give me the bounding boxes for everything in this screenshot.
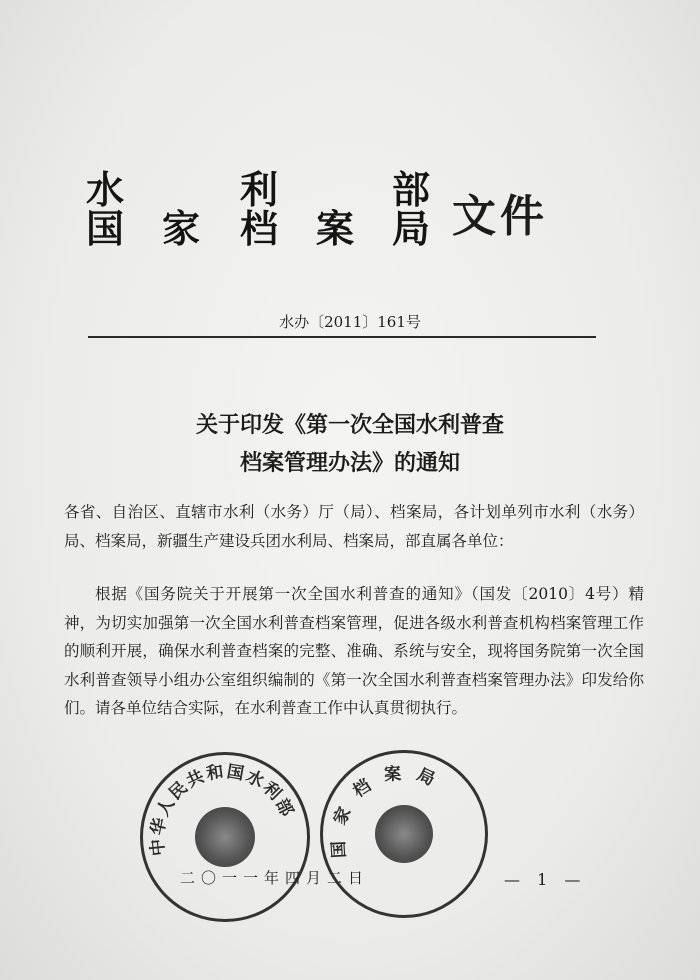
document-number: 水办〔2011〕161号 — [279, 313, 421, 331]
header-char: 案 — [316, 206, 355, 251]
title-line-1: 关于印发《第一次全国水利普查 — [195, 412, 504, 438]
seal-text-arc — [323, 753, 485, 915]
header-divider — [88, 336, 596, 338]
header-char: 局 — [392, 206, 431, 251]
header-char: 水 — [86, 167, 125, 212]
body-paragraph: 根据《国务院关于开展第一次全国水利普查的通知》（国发〔2010〕4号）精神，为切实加强第一次全国水利普查档案管理，促进各级水利普查机构档案管理工作的顺利开展，确保水利普查档案的完整、准确、系统与安全，现将国务院第一次全国水利普查领导小组办公室组织编制的《第一次全国水利普查档案管理办法》印发给你们。请各单位结合实际，在水利普查工作中认真贯彻执行。 — [64, 585, 644, 717]
recipients: 各省、自治区、直辖市水利（水务）厅（局）、档案局，各计划单列市水利（水务）局、档案局，新疆生产建设兵团水利局、档案局，部直属各单位： — [64, 503, 644, 550]
header-char: 国 — [86, 206, 125, 251]
header-char: 家 — [162, 206, 201, 251]
doc-type-label: 文件 — [452, 191, 548, 242]
seal-national-archives-administration — [320, 750, 488, 918]
seal-right-text: 国家档案局 — [328, 763, 451, 859]
title-line-2: 档案管理办法》的通知 — [239, 450, 460, 476]
svg-text:中华人民共和国水利部 — [146, 762, 298, 857]
header-char: 档 — [240, 206, 279, 251]
page-number: — 1 — — [504, 870, 587, 889]
header-char: 利 — [240, 167, 279, 212]
issue-date: 二〇一一年四月二日 — [180, 869, 370, 887]
seal-text-arc — [143, 755, 307, 919]
seal-left-text: 中华人民共和国水利部 — [147, 761, 298, 857]
svg-text:国家档案局 — [328, 762, 450, 858]
header-char: 部 — [392, 167, 431, 212]
seal-ministry-of-water-resources — [140, 752, 310, 922]
